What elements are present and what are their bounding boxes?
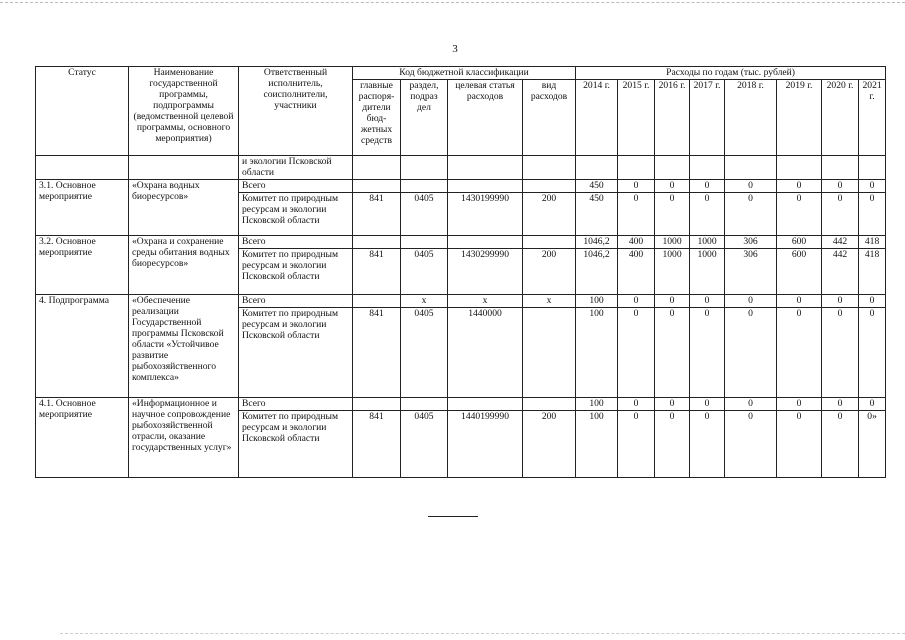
cell-year-value: 0 — [655, 193, 690, 236]
cell-section: 0405 — [401, 249, 448, 295]
end-rule — [428, 516, 478, 517]
cell-year-value: 0 — [618, 180, 655, 193]
cell-status: 4. Подпрограмма — [36, 295, 129, 398]
cell-year-value: 600 — [777, 236, 822, 249]
table-row — [36, 236, 886, 249]
cell-year-value: 0 — [655, 180, 690, 193]
cell-year-value: 0 — [725, 398, 777, 411]
cell-expense-type — [523, 398, 576, 411]
cell-year-value: 0 — [859, 398, 886, 411]
header-year: 2014 г. — [576, 80, 618, 156]
cell-year-value: 450 — [576, 193, 618, 236]
cell-year-value: 100 — [576, 308, 618, 398]
cell-target-article: 1440000 — [448, 308, 523, 398]
cell-expense-type — [523, 180, 576, 193]
cell-year-value: 0 — [822, 308, 859, 398]
cell-year-value: 0 — [725, 193, 777, 236]
cell-year-value: 0 — [655, 295, 690, 308]
cell-year-value: 0 — [822, 295, 859, 308]
cell-year-value — [655, 156, 690, 180]
cell-year-value: 442 — [822, 236, 859, 249]
cell-year-value: 100 — [576, 398, 618, 411]
cell-year-value — [690, 156, 725, 180]
cell-year-value: 1000 — [690, 249, 725, 295]
cell-responsible: Всего — [239, 398, 353, 411]
cell-section: х — [401, 295, 448, 308]
cell-status — [36, 156, 129, 180]
cell-year-value: 0 — [655, 411, 690, 478]
cell-name: «Охрана водных биоресурсов» — [129, 180, 239, 236]
cell-year-value: 0 — [777, 193, 822, 236]
header-year: 2020 г. — [822, 80, 859, 156]
cell-responsible: Комитет по природным ресурсам и экологии Псковской области — [239, 193, 353, 236]
cell-year-value: 0 — [725, 180, 777, 193]
cell-year-value: 0 — [690, 295, 725, 308]
cell-grbs — [353, 236, 401, 249]
cell-year-value: 0 — [777, 398, 822, 411]
cell-year-value — [777, 156, 822, 180]
scan-edge-bottom — [60, 633, 905, 634]
cell-year-value — [822, 156, 859, 180]
cell-responsible: и экологии Псковской области — [239, 156, 353, 180]
cell-year-value: 0 — [725, 295, 777, 308]
header-responsible: Ответственный исполнитель, соисполнители, участники — [239, 67, 353, 156]
header-name: Наименование государственной программы, подпрограммы (ведомственной целевой программы, основного мероприятия) — [129, 67, 239, 156]
cell-responsible: Всего — [239, 295, 353, 308]
cell-name: «Охрана и сохранение среды обитания водных биоресурсов» — [129, 236, 239, 295]
cell-year-value: 418 — [859, 249, 886, 295]
cell-responsible: Комитет по природным ресурсам и экологии Псковской области — [239, 249, 353, 295]
cell-year-value: 418 — [859, 236, 886, 249]
cell-year-value: 0 — [690, 193, 725, 236]
cell-year-value: 400 — [618, 249, 655, 295]
cell-year-value: 0 — [859, 193, 886, 236]
cell-section: 0405 — [401, 193, 448, 236]
header-year: 2015 г. — [618, 80, 655, 156]
cell-year-value: 1046,2 — [576, 236, 618, 249]
cell-year-value: 0 — [777, 180, 822, 193]
cell-year-value: 0 — [690, 308, 725, 398]
cell-section — [401, 180, 448, 193]
cell-year-value: 306 — [725, 249, 777, 295]
table-row — [36, 295, 886, 308]
cell-year-value: 0 — [618, 308, 655, 398]
cell-target-article: 1430299990 — [448, 249, 523, 295]
cell-year-value: 400 — [618, 236, 655, 249]
cell-section: 0405 — [401, 411, 448, 478]
cell-year-value: 0 — [690, 411, 725, 478]
cell-grbs: 841 — [353, 249, 401, 295]
header-year: 2018 г. — [725, 80, 777, 156]
cell-year-value: 0 — [618, 411, 655, 478]
header-year: 2021 г. — [859, 80, 886, 156]
cell-status: 4.1. Основное мероприятие — [36, 398, 129, 478]
cell-target-article: 1430199990 — [448, 193, 523, 236]
cell-responsible: Всего — [239, 236, 353, 249]
header-year: 2019 г. — [777, 80, 822, 156]
budget-table — [35, 66, 886, 478]
cell-responsible: Комитет по природным ресурсам и экологии Псковской области — [239, 308, 353, 398]
cell-responsible: Всего — [239, 180, 353, 193]
cell-year-value: 0 — [822, 180, 859, 193]
header-expenses: Расходы по годам (тыс. рублей) — [576, 67, 886, 80]
cell-target-article: х — [448, 295, 523, 308]
table-row — [36, 156, 886, 180]
cell-year-value: 1000 — [655, 249, 690, 295]
cell-name: «Обеспечение реализации Государственной программы Псковской области «Устойчивое развитие рыбохозяйственного комплекса» — [129, 295, 239, 398]
cell-year-value: 450 — [576, 180, 618, 193]
cell-expense-type: 200 — [523, 249, 576, 295]
cell-grbs — [353, 398, 401, 411]
cell-year-value: 0 — [725, 411, 777, 478]
cell-year-value: 0 — [859, 308, 886, 398]
cell-target-article — [448, 180, 523, 193]
cell-year-value: 0 — [859, 180, 886, 193]
cell-target-article — [448, 156, 523, 180]
cell-year-value: 0 — [777, 295, 822, 308]
table-row — [36, 180, 886, 193]
cell-year-value: 0 — [725, 308, 777, 398]
cell-year-value: 0» — [859, 411, 886, 478]
cell-grbs — [353, 295, 401, 308]
header-grbs: главные распоря-дители бюд-жетных средств — [353, 80, 401, 156]
cell-year-value: 1000 — [655, 236, 690, 249]
cell-year-value: 0 — [822, 398, 859, 411]
cell-expense-type: 200 — [523, 193, 576, 236]
cell-section — [401, 398, 448, 411]
header-year: 2017 г. — [690, 80, 725, 156]
cell-status: 3.1. Основное мероприятие — [36, 180, 129, 236]
cell-year-value — [859, 156, 886, 180]
cell-section: 0405 — [401, 308, 448, 398]
header-budget-code: Код бюджетной классификации — [353, 67, 576, 80]
cell-year-value: 442 — [822, 249, 859, 295]
cell-year-value: 0 — [690, 398, 725, 411]
cell-grbs: 841 — [353, 193, 401, 236]
cell-grbs — [353, 180, 401, 193]
cell-target-article — [448, 236, 523, 249]
cell-year-value: 0 — [822, 411, 859, 478]
cell-expense-type: х — [523, 295, 576, 308]
cell-target-article: 1440199990 — [448, 411, 523, 478]
cell-year-value: 1000 — [690, 236, 725, 249]
cell-expense-type — [523, 236, 576, 249]
cell-year-value: 0 — [618, 295, 655, 308]
cell-year-value: 306 — [725, 236, 777, 249]
cell-expense-type: 200 — [523, 411, 576, 478]
header-expense-type: вид расходов — [523, 80, 576, 156]
cell-year-value: 0 — [777, 308, 822, 398]
cell-name: «Информационное и научное сопровождение рыбохозяйственной отрасли, оказание государственных услуг» — [129, 398, 239, 478]
cell-section — [401, 156, 448, 180]
page-number: 3 — [452, 43, 458, 55]
cell-name — [129, 156, 239, 180]
cell-year-value: 600 — [777, 249, 822, 295]
cell-expense-type — [523, 156, 576, 180]
cell-expense-type — [523, 308, 576, 398]
cell-target-article — [448, 398, 523, 411]
table-row — [36, 398, 886, 411]
cell-grbs — [353, 156, 401, 180]
header-status: Статус — [36, 67, 129, 156]
cell-year-value: 100 — [576, 295, 618, 308]
cell-year-value — [576, 156, 618, 180]
cell-year-value — [618, 156, 655, 180]
cell-status: 3.2. Основное мероприятие — [36, 236, 129, 295]
header-target-article: целевая статья расходов — [448, 80, 523, 156]
cell-year-value: 100 — [576, 411, 618, 478]
cell-year-value: 0 — [655, 308, 690, 398]
cell-grbs: 841 — [353, 308, 401, 398]
cell-year-value: 0 — [822, 193, 859, 236]
cell-grbs: 841 — [353, 411, 401, 478]
header-section: раздел, подраз дел — [401, 80, 448, 156]
cell-year-value: 0 — [777, 411, 822, 478]
cell-year-value: 0 — [690, 180, 725, 193]
cell-year-value: 0 — [655, 398, 690, 411]
cell-year-value: 0 — [859, 295, 886, 308]
cell-year-value: 1046,2 — [576, 249, 618, 295]
header-year: 2016 г. — [655, 80, 690, 156]
scan-edge-top — [0, 2, 905, 3]
cell-responsible: Комитет по природным ресурсам и экологии Псковской области — [239, 411, 353, 478]
cell-year-value — [725, 156, 777, 180]
cell-year-value: 0 — [618, 193, 655, 236]
cell-section — [401, 236, 448, 249]
cell-year-value: 0 — [618, 398, 655, 411]
